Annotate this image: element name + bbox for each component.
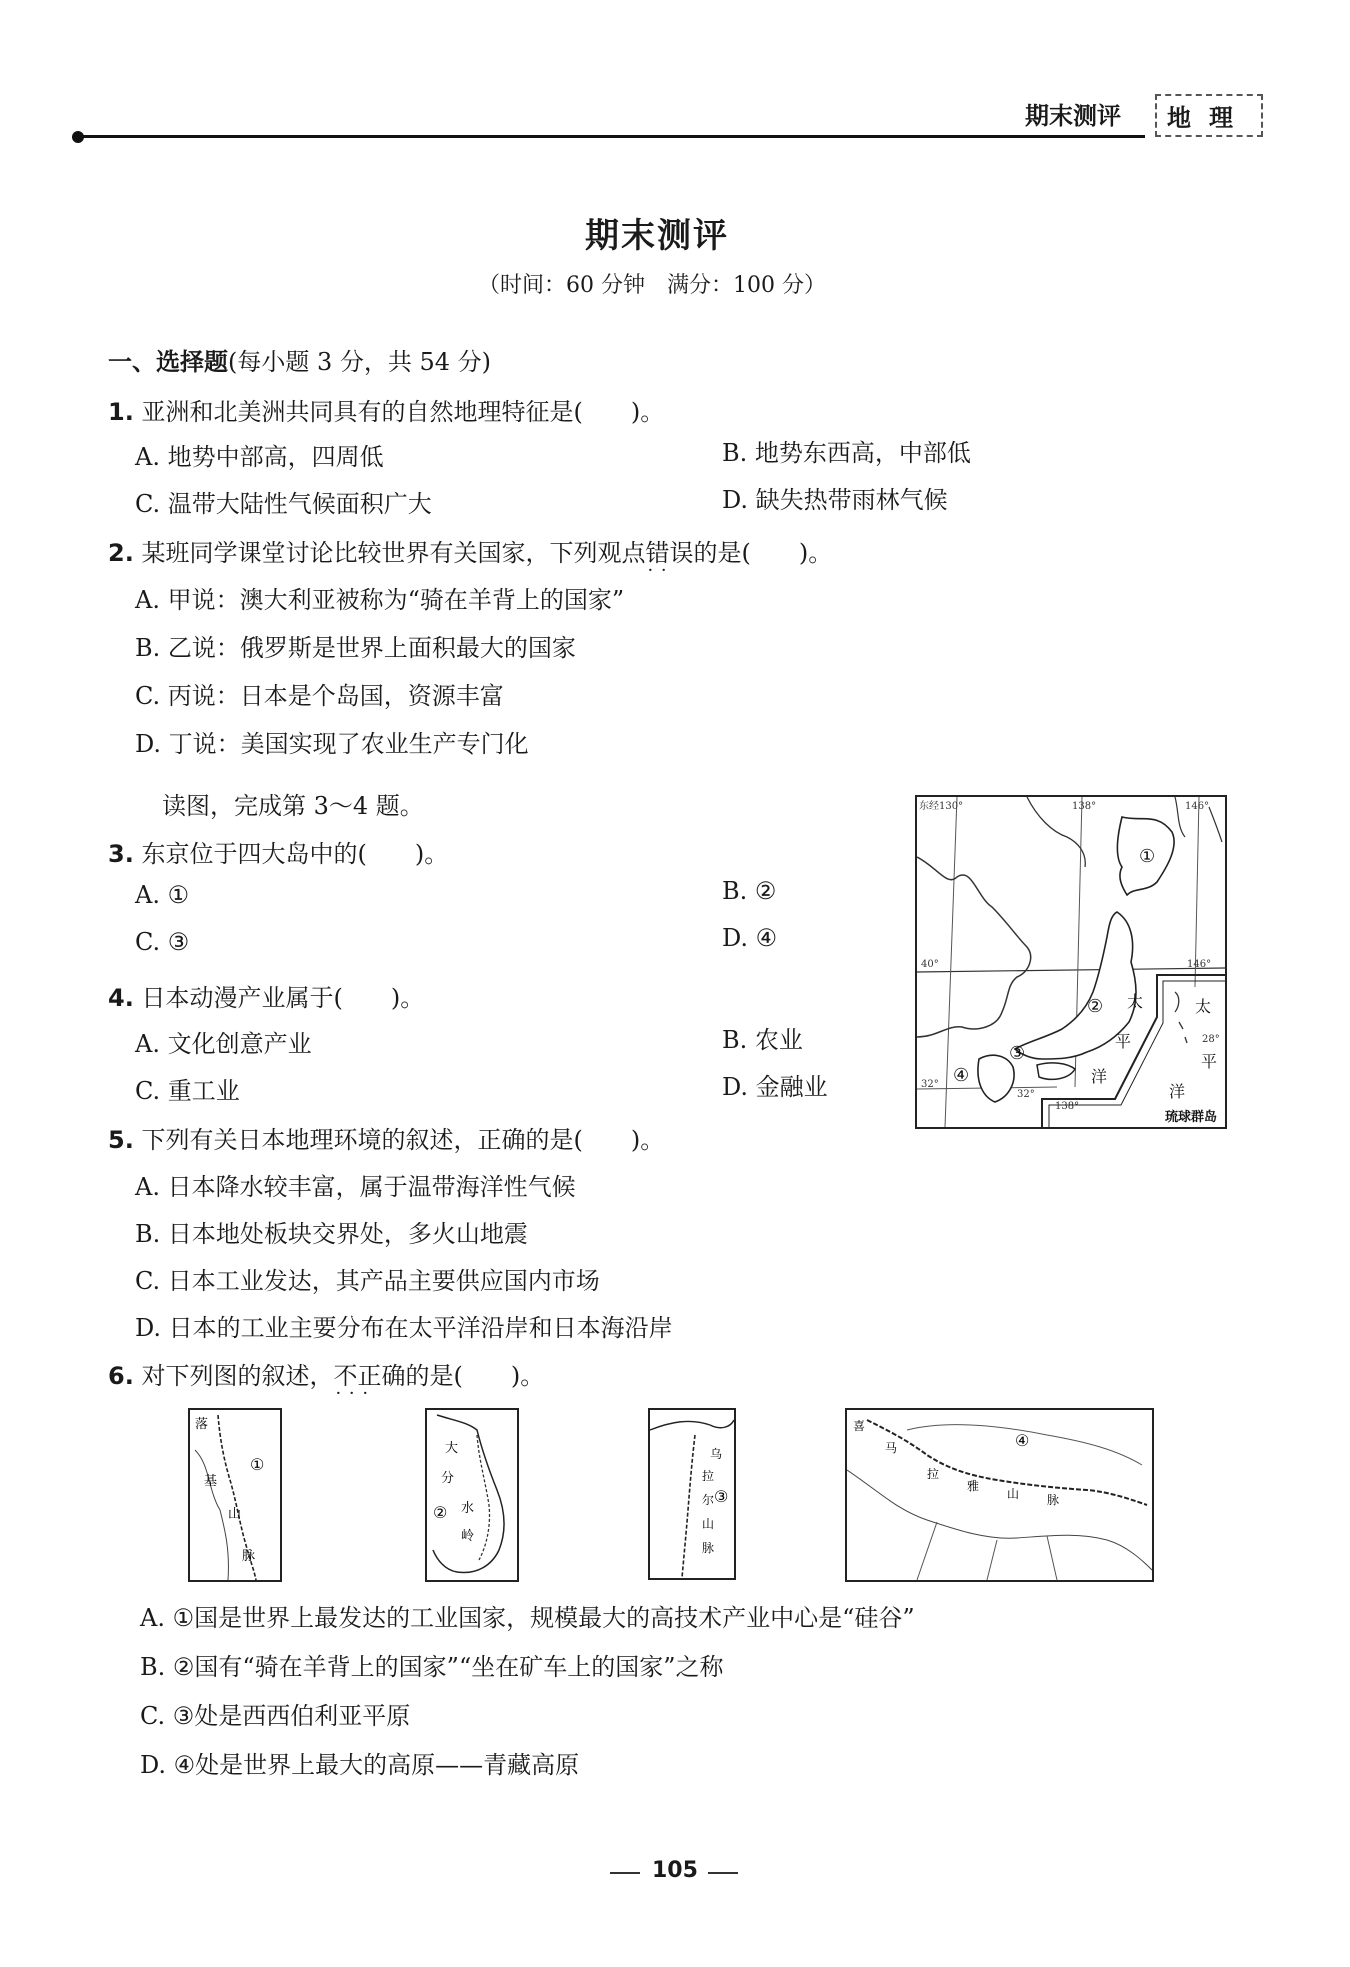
q5-option-a: A. 日本降水较丰富，属于温带海洋性气候 xyxy=(135,1173,576,1201)
page-subtitle: （时间：60 分钟 满分：100 分） xyxy=(478,273,826,298)
lon-label-130: 东经130° xyxy=(919,801,964,812)
map-ural xyxy=(648,1408,736,1580)
map3-char-1: 乌 xyxy=(710,1447,723,1461)
map4-char-5: 山 xyxy=(1007,1487,1020,1501)
map1-char-4: 脉 xyxy=(242,1549,256,1564)
map-himalaya xyxy=(845,1408,1154,1582)
map3-char-5: 脉 xyxy=(702,1541,715,1555)
map-great-dividing-range-svg xyxy=(427,1410,517,1580)
map4-mark: ④ xyxy=(1015,1431,1030,1450)
map4-char-6: 脉 xyxy=(1047,1493,1060,1507)
map2-char-1: 大 xyxy=(445,1441,459,1456)
question-number: 6. xyxy=(108,1362,134,1390)
inset-sea-char-3: 洋 xyxy=(1169,1082,1186,1101)
question-4 xyxy=(108,978,424,1013)
question-text: 下列有关日本地理环境的叙述，正确的是( )。 xyxy=(141,1126,665,1154)
q2-option-b: B. 乙说：俄罗斯是世界上面积最大的国家 xyxy=(135,634,576,662)
q6-option-d: D. ④处是世界上最大的高原——青藏高原 xyxy=(140,1751,580,1779)
map2-mark: ② xyxy=(433,1503,448,1522)
question-5 xyxy=(108,1120,664,1155)
question-1 xyxy=(108,392,664,427)
page-title: 期末测评 xyxy=(585,216,729,256)
island-mark-2: ② xyxy=(1087,996,1104,1017)
section-label: 一、选择题 xyxy=(108,348,228,376)
question-number: 2. xyxy=(108,539,134,567)
map-himalaya-svg xyxy=(847,1410,1152,1580)
lat-label-28: 28° xyxy=(1202,1034,1220,1045)
map4-char-2: 马 xyxy=(885,1441,898,1455)
map4-char-1: 喜 xyxy=(853,1419,866,1433)
map-ural-svg xyxy=(650,1410,734,1578)
map2-char-2: 分 xyxy=(441,1471,455,1486)
footer-dash-left xyxy=(610,1872,640,1874)
island-mark-3: ③ xyxy=(1009,1043,1026,1064)
q1-option-a: A. 地势中部高，四周低 xyxy=(135,443,384,471)
emphasis-text: 不正确 · · · xyxy=(333,1362,405,1390)
q2-option-c: C. 丙说：日本是个岛国，资源丰富 xyxy=(135,682,504,710)
header-section-label: 期末测评 xyxy=(1025,102,1121,130)
map1-char-3: 山 xyxy=(228,1507,242,1522)
map-great-dividing-range xyxy=(425,1408,519,1582)
question-text: 某班同学课堂讨论比较世界有关国家，下列观点 xyxy=(141,539,646,567)
section-note: (每小题 3 分，共 54 分) xyxy=(228,348,492,376)
lon-label-146b: 146° xyxy=(1187,959,1212,970)
map-rockies-svg xyxy=(190,1410,280,1580)
section-heading xyxy=(108,342,491,377)
map-rockies xyxy=(188,1408,282,1582)
q3-option-b: B. ② xyxy=(722,877,777,905)
question-text-end: 的是( )。 xyxy=(693,539,833,567)
read-map-instruction: 读图，完成第 3～4 题。 xyxy=(162,792,424,820)
map2-char-4: 岭 xyxy=(461,1529,475,1544)
sea-char-3: 洋 xyxy=(1091,1067,1108,1086)
question-2 xyxy=(108,533,832,568)
map4-char-4: 雅 xyxy=(967,1479,980,1493)
japan-map-svg xyxy=(917,797,1225,1127)
q1-option-d: D. 缺失热带雨林气候 xyxy=(722,486,948,514)
q3-option-c: C. ③ xyxy=(135,928,190,956)
question-text: 东京位于四大岛中的( )。 xyxy=(141,840,449,868)
map1-char-1: 落 xyxy=(195,1417,209,1432)
sea-char-2: 平 xyxy=(1115,1032,1132,1051)
map3-char-3: 尔 xyxy=(702,1493,715,1507)
q5-option-d: D. 日本的工业主要分布在太平洋沿岸和日本海沿岸 xyxy=(135,1314,673,1342)
q3-option-a: A. ① xyxy=(135,881,190,909)
lat-label-40: 40° xyxy=(921,959,939,970)
footer-dash-right xyxy=(708,1872,738,1874)
q1-option-b: B. 地势东西高，中部低 xyxy=(722,439,971,467)
q5-option-c: C. 日本工业发达，其产品主要供应国内市场 xyxy=(135,1267,600,1295)
inset-caption: 琉球群岛 xyxy=(1165,1110,1218,1125)
q4-option-d: D. 金融业 xyxy=(722,1073,828,1101)
question-text: 亚洲和北美洲共同具有的自然地理特征是( )。 xyxy=(141,398,665,426)
q6-option-b: B. ②国有“骑在羊背上的国家”“坐在矿车上的国家”之称 xyxy=(140,1653,724,1681)
inset-sea-char-2: 平 xyxy=(1201,1052,1218,1071)
lon-label-146: 146° xyxy=(1185,801,1210,812)
q4-option-c: C. 重工业 xyxy=(135,1077,240,1105)
question-number: 5. xyxy=(108,1126,134,1154)
map1-mark: ① xyxy=(250,1455,265,1474)
map3-char-2: 拉 xyxy=(702,1469,715,1483)
island-mark-4: ④ xyxy=(953,1065,970,1086)
q2-option-a: A. 甲说：澳大利亚被称为“骑在羊背上的国家” xyxy=(135,586,625,614)
header-rule xyxy=(80,135,1145,138)
map3-mark: ③ xyxy=(714,1487,729,1506)
q6-option-c: C. ③处是西西伯利亚平原 xyxy=(140,1702,411,1730)
q6-option-a: A. ①国是世界上最发达的工业国家，规模最大的高技术产业中心是“硅谷” xyxy=(140,1604,915,1632)
map2-char-3: 水 xyxy=(461,1501,475,1516)
q4-option-a: A. 文化创意产业 xyxy=(135,1030,312,1058)
q3-option-d: D. ④ xyxy=(722,924,778,952)
question-number: 3. xyxy=(108,840,134,868)
lon-label-138: 138° xyxy=(1072,801,1097,812)
japan-map xyxy=(915,795,1227,1129)
question-text: 日本动漫产业属于( )。 xyxy=(141,984,425,1012)
lon-label-138b: 138° xyxy=(1055,1101,1080,1112)
map1-char-2: 基 xyxy=(204,1474,218,1489)
lat-label-32b: 32° xyxy=(1017,1089,1035,1100)
map4-char-3: 拉 xyxy=(927,1467,940,1481)
question-number: 4. xyxy=(108,984,134,1012)
q4-option-b: B. 农业 xyxy=(722,1026,803,1054)
page-number: 105 xyxy=(652,1858,698,1883)
question-number: 1. xyxy=(108,398,134,426)
emphasis-text: 错误 · · xyxy=(645,539,693,567)
question-6 xyxy=(108,1356,544,1391)
q2-option-d: D. 丁说：美国实现了农业生产专门化 xyxy=(135,730,529,758)
sea-char-1: 太 xyxy=(1127,992,1144,1011)
inset-sea-char-1: 太 xyxy=(1195,997,1212,1016)
q1-option-c: C. 温带大陆性气候面积广大 xyxy=(135,490,432,518)
map3-char-4: 山 xyxy=(702,1517,715,1531)
question-text: 对下列图的叙述， xyxy=(141,1362,334,1390)
island-mark-1: ① xyxy=(1139,846,1156,867)
question-text-end: 的是( )。 xyxy=(405,1362,545,1390)
header-subject-box: 地理 xyxy=(1155,94,1263,137)
question-3 xyxy=(108,834,448,869)
lat-label-32: 32° xyxy=(921,1079,939,1090)
q5-option-b: B. 日本地处板块交界处，多火山地震 xyxy=(135,1220,528,1248)
